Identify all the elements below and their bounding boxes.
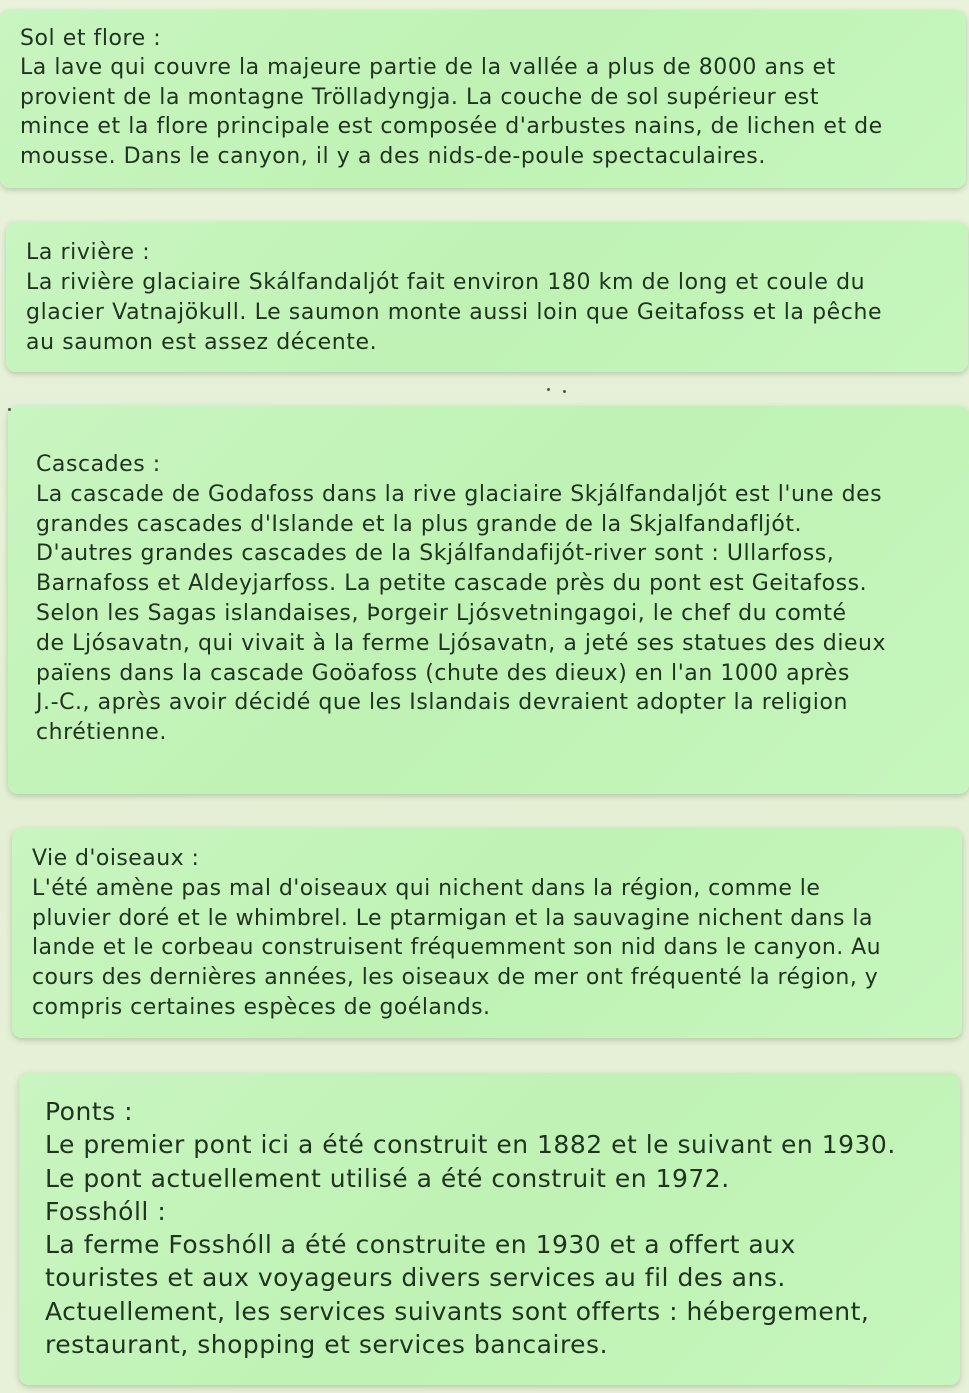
speck-mark bbox=[547, 388, 550, 391]
fossholl-body: La ferme Fosshóll a été construite en 1930 et a offert aux touristes et aux voyageurs divers services au fil des ans. Actuellement, les services suivants sont offerts : hébergement, restaurant, shopping et services bancaires. bbox=[45, 1230, 870, 1360]
la-riviere-body: La rivière glaciaire Skálfandaljót fait environ 180 km de long et coule du glacier Vatnajökull. Le saumon monte aussi loin que Geitafoss et la pêche au saumon est assez décente. bbox=[26, 270, 883, 355]
sol-et-flore-text bbox=[20, 24, 946, 171]
speck-mark bbox=[8, 408, 11, 411]
cascades-heading: Cascades : bbox=[36, 452, 161, 477]
speck-mark bbox=[563, 390, 566, 393]
vie-d-oiseaux-body: L'été amène pas mal d'oiseaux qui nichent dans la région, comme le pluvier doré et le whimbrel. Le ptarmigan et la sauvagine nichent dans la lande et le corbeau construisent fréquemment son nid dans le canyon. Au cours des dernières années, les oiseaux de mer ont fréquenté la région, y compris certaines espèces de goélands. bbox=[32, 875, 882, 1020]
ponts-body: Le premier pont ici a été construit en 1882 et le suivant en 1930. Le pont actuellement utilisé a été construit en 1972. bbox=[45, 1130, 896, 1193]
card-sol-et-flore bbox=[0, 10, 966, 188]
ponts-fossholl-text bbox=[45, 1095, 940, 1361]
card-vie-d-oiseaux bbox=[12, 828, 962, 1038]
card-la-riviere bbox=[6, 222, 968, 372]
cascades-body: La cascade de Godafoss dans la rive glaciaire Skjálfandaljót est l'une des grandes cascades d'Islande et la plus grande de la Skjalfandafljót. D'autres grandes cascades de la Skjálfandafijót-river sont : Ullarfoss, Barnafoss et Aldeyjarfoss. La petite cascade près du pont est Geitafoss. Selon les Sagas islandaises, Þorgeir Ljósvetningagoi, le chef du comté de Ljósavatn, qui vivait à la ferme Ljósavatn, a jeté ses statues des dieux païens dans la cascade Goöafoss (chute des dieux) en l'an 1000 après J.-C., après avoir décidé que les Islandais devraient adopter la religion chrétienne. bbox=[36, 481, 887, 746]
sol-et-flore-body: La lave qui couvre la majeure partie de la vallée a plus de 8000 ans et provient de la montagne Trölladyngja. La couche de sol supérieur est mince et la flore principale est composée d'arbustes nains, de lichen et de mousse. Dans le canyon, il y a des nids-de-poule spectaculaires. bbox=[20, 55, 883, 169]
card-ponts-fossholl bbox=[19, 1073, 960, 1385]
la-riviere-heading: La rivière : bbox=[26, 240, 151, 265]
cascades-text bbox=[36, 450, 949, 748]
vie-d-oiseaux-text bbox=[32, 844, 942, 1023]
ponts-heading: Ponts : bbox=[45, 1097, 134, 1126]
sol-et-flore-heading: Sol et flore : bbox=[20, 26, 162, 51]
fossholl-heading: Fosshóll : bbox=[45, 1196, 167, 1226]
vie-d-oiseaux-heading: Vie d'oiseaux : bbox=[32, 846, 200, 871]
la-riviere-text bbox=[26, 238, 948, 358]
card-cascades bbox=[8, 406, 969, 794]
